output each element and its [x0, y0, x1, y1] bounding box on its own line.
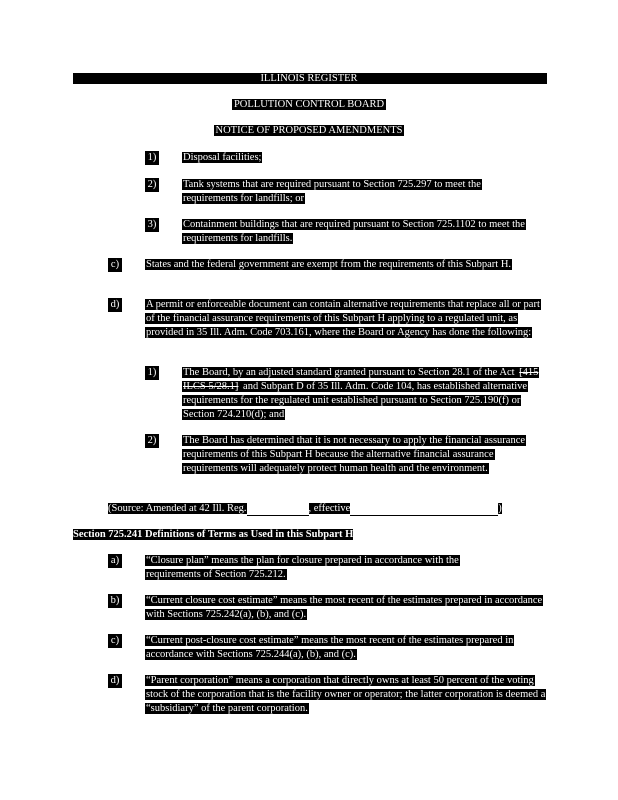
item-label: 2) [145, 178, 159, 192]
item-label: 2) [145, 434, 159, 448]
section-title: Section 725.241 Definitions of Terms as Used in this Subpart H [73, 529, 354, 540]
item-label: 1) [145, 151, 159, 165]
def-text: “Current closure cost estimate” means the most recent of the estimates prepared in accordance with Sections 725.242(a), (b), and (c). [146, 595, 543, 620]
item-text: The Board has determined that it is not necessary to apply the financial assurance requirements of this Subpart H because the alternative financial assurance requirements will adequately protect human health and the environment. [183, 435, 526, 474]
notice-title: NOTICE OF PROPOSED AMENDMENTS [215, 125, 403, 136]
def-text: “Closure plan” means the plan for closure prepared in accordance with the requirements of Section 725.212. [146, 555, 459, 580]
def-label: a) [108, 554, 122, 568]
item-text: Tank systems that are required pursuant to Section 725.297 to meet the requirements for landfills; or [183, 179, 481, 204]
def-label: d) [108, 674, 122, 688]
def-text: “Current post-closure cost estimate” means the most recent of the estimates prepared in accordance with Sections 725.244(a), (b), and (c). [146, 635, 514, 660]
item-text: Containment buildings that are required pursuant to Section 725.1102 to meet the requirements for landfills. [183, 219, 525, 244]
item-label: c) [108, 258, 122, 272]
board-title: POLLUTION CONTROL BOARD [233, 99, 385, 110]
item-text: Disposal facilities; [183, 152, 262, 163]
source-note: (Source: Amended at 42 Ill. Reg. , effective ) [108, 503, 502, 514]
item-label: 1) [145, 366, 159, 380]
register-title: ILLINOIS REGISTER [260, 73, 358, 84]
def-label: b) [108, 594, 122, 608]
item-text: The Board, by an adjusted standard granted pursuant to Section 28.1 of the Act [415 ILCS 5/28.1] and Subpart D of 35 Ill. Adm. Code 104, has established alternative requirements for the regulated unit established pursuant to Section 725.190(f) or Section 724.210(d); and [183, 367, 539, 420]
item-label: d) [108, 298, 122, 312]
def-label: c) [108, 634, 122, 648]
struck-citation: [415 ILCS 5/28.1] [183, 367, 539, 392]
item-text: A permit or enforceable document can contain alternative requirements that replace all or part of the financial assurance requirements of this Subpart H applying to a regulated unit, as provided in 35 Ill. Adm. Code 703.161, where the Board or Agency has done the following: [146, 299, 540, 338]
item-text: States and the federal government are exempt from the requirements of this Subpart H. [146, 259, 512, 270]
item-label: 3) [145, 218, 159, 232]
def-text: “Parent corporation” means a corporation that directly owns at least 50 percent of the voting stock of the corporation that is the facility owner or operator; the latter corporation is deemed a “subsidiary” of the parent corporation. [146, 675, 546, 714]
